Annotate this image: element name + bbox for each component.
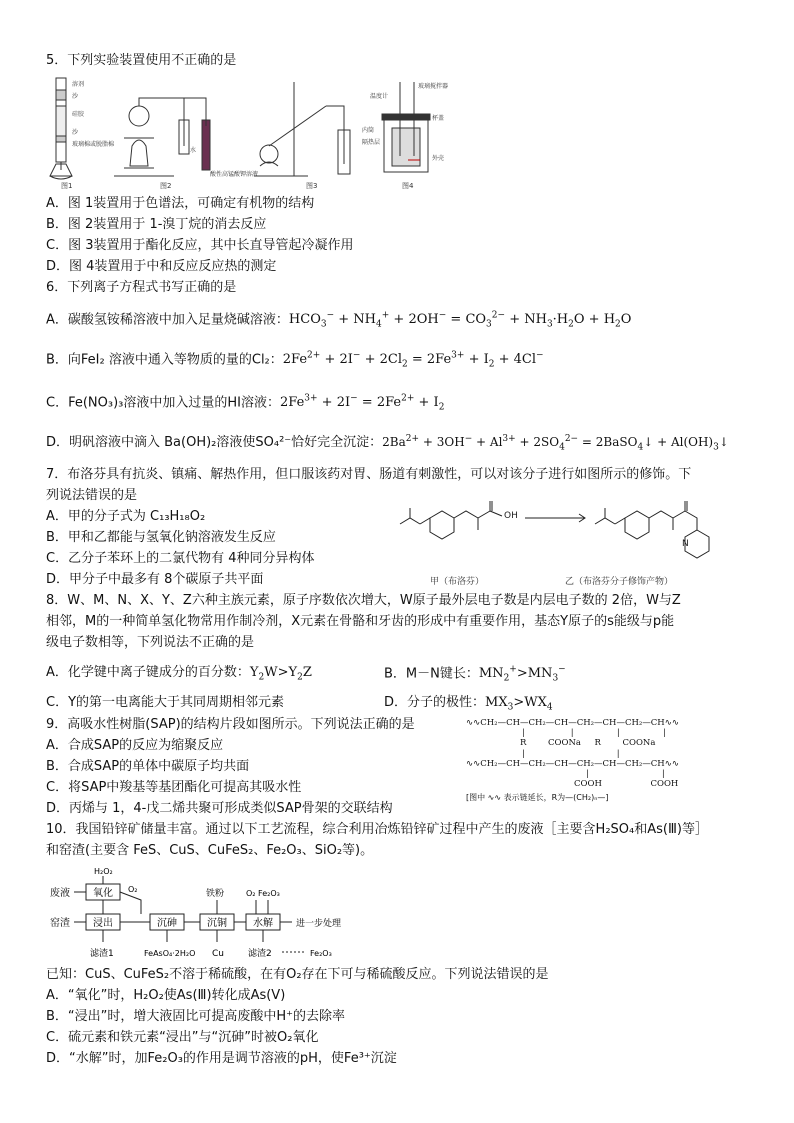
q10-option-b: B．“浸出”时，增大液固比可提高废酸中H⁺的去除率: [46, 1009, 346, 1024]
q6-option-d: D．明矾溶液中滴入 Ba(OH)₂溶液使SO₄²⁻恰好完全沉淀：$2Ba^{2+} + 3OH^- + Al^{3+} + 2SO_4^{2-}$ = 2BaSO$_4$↓ + $Al(OH)_3↓$: [46, 434, 729, 453]
svg-text:N: N: [682, 539, 689, 549]
fig2-label: 图2: [160, 182, 172, 190]
svg-text:Cu: Cu: [212, 949, 224, 959]
svg-text:O₂: O₂: [128, 885, 138, 894]
q6-option-a: A．碳酸氢铵稀溶液中加入足量烧碱溶液：$HCO_3^- + NH_4^+ + 2OH^- = CO_3^{2-} + NH_3\cdot H_2O + H_2O$: [46, 311, 632, 330]
svg-text:水: 水: [190, 147, 197, 154]
q7-stem-2: 列说法错误的是: [46, 488, 138, 503]
q5-figures: [44, 76, 449, 194]
svg-text:窑渣: 窑渣: [50, 918, 70, 929]
q5-stem: 5．下列实验装置使用不正确的是: [46, 53, 237, 68]
svg-text:Fe₂O₃: Fe₂O₃: [310, 949, 332, 958]
q9-legend: [图中 ∿∿ 表示链延长，R为—(CH₂)ₙ—]: [466, 793, 609, 803]
svg-text:沙: 沙: [72, 129, 79, 136]
svg-text:浸出: 浸出: [93, 918, 113, 929]
fig2-apparatus: [114, 98, 210, 176]
svg-text:内筒: 内筒: [362, 127, 375, 134]
q8-stem-3: 级电子数相等，下列说法不正确的是: [46, 635, 255, 650]
q10-stem-1: 10．我国铅锌矿储量丰富。通过以下工艺流程，综合利用冶炼铅锌矿过程中产生的废液［主要含H₂SO₄和As(Ⅲ)等］: [46, 822, 708, 837]
q10-flowchart: [46, 866, 386, 962]
q10-stem-2: 和窑渣(主要含 FeS、CuS、CuFeS₂、Fe₂O₃、SiO₂等)。: [46, 843, 374, 858]
svg-text:铁粉: 铁粉: [206, 889, 225, 899]
q9-option-b: B．合成SAP的单体中碳原子均共面: [46, 759, 250, 774]
fig4-label: 图4: [402, 182, 414, 190]
svg-text:进一步处理: 进一步处理: [296, 919, 342, 929]
q8-stem-2: 相邻，M的一种简单氢化物常用作制冷剂，X元素在骨骼和牙齿的形成中有重要作用，基态Y原子的s能级与p能: [46, 614, 675, 629]
fig1-column: [50, 78, 72, 179]
svg-text:FeAsO₄·2H₂O: FeAsO₄·2H₂O: [144, 949, 196, 958]
q10-option-d: D．“水解”时，加Fe₂O₃的作用是调节溶液的pH，使Fe³⁺沉淀: [46, 1051, 397, 1066]
svg-text:玻璃搅拌器: 玻璃搅拌器: [418, 83, 449, 90]
q7-caption-a: 甲（布洛芬）: [430, 577, 485, 587]
svg-text:氧化: 氧化: [93, 888, 113, 899]
svg-text:废液: 废液: [50, 888, 70, 899]
q10-known: 已知：CuS、CuFeS₂不溶于稀硫酸，在有O₂存在下可与稀硫酸反应。下列说法错误的是: [46, 967, 549, 982]
svg-text:隔热层: 隔热层: [362, 139, 381, 146]
q8-stem-1: 8．W、M、N、X、Y、Z六种主族元素，原子序数依次增大，W原子最外层电子数是内层电子数的 2倍，W与Z: [46, 593, 681, 608]
q9-stem: 9．高吸水性树脂(SAP)的结构片段如图所示。下列说法正确的是: [46, 717, 415, 732]
q7-caption-b: 乙（布洛芬分子修饰产物）: [565, 577, 674, 587]
svg-text:杯盖: 杯盖: [432, 115, 445, 122]
svg-text:滤渣1: 滤渣1: [90, 949, 114, 959]
svg-text:水解: 水解: [253, 918, 273, 929]
svg-text:溶剂: 溶剂: [72, 81, 85, 88]
q7-option-a: A．甲的分子式为 C₁₃H₁₈O₂: [46, 509, 206, 524]
q10-option-a: A．“氧化”时，H₂O₂使As(Ⅲ)转化成As(Ⅴ): [46, 988, 286, 1003]
q7-oh-label: OH: [504, 511, 518, 521]
svg-text:温度计: 温度计: [370, 93, 389, 100]
q8-option-b: B．M－N键长：$MN_2^+>MN_3^-$: [384, 665, 566, 684]
fig3-apparatus: [254, 82, 350, 176]
q7-molecules: [395, 496, 735, 591]
fig1-label: 图1: [61, 182, 73, 190]
q7-option-d: D．甲分子中最多有 8个碳原子共平面: [46, 572, 264, 587]
q9-polymer-structure: ∿∿CH₂—CH—CH₂—CH—CH₂—CH—CH₂—CH∿∿ | | | | R COONa R COONa | | ∿∿CH₂—CH—CH₂—CH—CH₂—CH—CH₂—CH∿∿ | | COOH COOH [图中 ∿∿ 表示链延长，R为—(CH₂)ₙ—]: [466, 718, 746, 803]
fig4-calorimeter: [382, 82, 430, 172]
svg-text:沉砷: 沉砷: [157, 918, 177, 929]
svg-text:酸性高锰酸钾溶液: 酸性高锰酸钾溶液: [210, 171, 259, 178]
svg-text:H₂O₂: H₂O₂: [94, 867, 113, 876]
q7-stem-1: 7．布洛芬具有抗炎、镇痛、解热作用，但口服该药对胃、肠道有刺激性，可以对该分子进行如图所示的修饰。下: [46, 467, 692, 482]
svg-text:硅胶: 硅胶: [72, 111, 85, 118]
q8-option-c: C．Y的第一电离能大于其同周期相邻元素: [46, 695, 285, 710]
q6-stem: 6．下列离子方程式书写正确的是: [46, 280, 237, 295]
q8-option-a: A．化学键中离子键成分的百分数：$Y_2W>Y_2Z$: [46, 665, 312, 683]
q5-option-d: D．图 4装置用于中和反应反应热的测定: [46, 259, 277, 274]
q9-option-a: A．合成SAP的反应为缩聚反应: [46, 738, 224, 753]
svg-text:玻璃棉或脱脂棉: 玻璃棉或脱脂棉: [72, 141, 115, 148]
q5-option-b: B．图 2装置用于 1-溴丁烷的消去反应: [46, 217, 267, 232]
fig3-label: 图3: [306, 182, 318, 190]
svg-text:沙: 沙: [72, 93, 79, 100]
q5-option-a: A．图 1装置用于色谱法，可确定有机物的结构: [46, 196, 315, 211]
q9-option-d: D．丙烯与 1，4-戊二烯共聚可形成类似SAP骨架的交联结构: [46, 801, 393, 816]
svg-text:滤渣2: 滤渣2: [248, 949, 272, 959]
svg-text:外壳: 外壳: [432, 155, 445, 162]
q6-eq-d: $2Ba^{2+} + 3OH^- + Al^{3+} + 2SO_4^{2-}$ = 2BaSO$_4$↓ + $Al(OH)_3↓$: [382, 434, 729, 453]
svg-text:沉铜: 沉铜: [207, 918, 227, 929]
q6-eq-c: $2Fe^{3+} + 2I^- = 2Fe^{2+} + I_2$: [279, 394, 445, 413]
q7-option-b: B．甲和乙都能与氢氧化钠溶液发生反应: [46, 530, 276, 545]
q6-option-c: C．Fe(NO₃)₃溶液中加入过量的HI溶液：$2Fe^{3+} + 2I^- = 2Fe^{2+} + I_2$: [46, 394, 445, 413]
q6-option-b: B．向FeI₂ 溶液中通入等物质的量的Cl₂：$2Fe^{2+} + 2I^- + 2Cl_2 = 2Fe^{3+} + I_2 + 4Cl^-$: [46, 351, 544, 370]
q6-eq-b: $2Fe^{2+} + 2I^- + 2Cl_2 = 2Fe^{3+} + I_2 + 4Cl^-$: [282, 351, 544, 370]
q10-option-c: C．硫元素和铁元素“浸出”与“沉砷”时被O₂氧化: [46, 1030, 319, 1045]
q7-option-c: C．乙分子苯环上的二氯代物有 4种同分异构体: [46, 551, 315, 566]
q9-option-c: C．将SAP中羧基等基团酯化可提高其吸水性: [46, 780, 302, 795]
q6-eq-a: $HCO_3^- + NH_4^+ + 2OH^- = CO_3^{2-} + NH_3\cdot H_2O + H_2O$: [288, 311, 632, 330]
q5-option-c: C．图 3装置用于酯化反应，其中长直导管起冷凝作用: [46, 238, 354, 253]
q8-option-d: D．分子的极性：$MX_3>WX_4$: [384, 695, 553, 713]
svg-text:O₂ Fe₂O₃: O₂ Fe₂O₃: [246, 889, 280, 898]
